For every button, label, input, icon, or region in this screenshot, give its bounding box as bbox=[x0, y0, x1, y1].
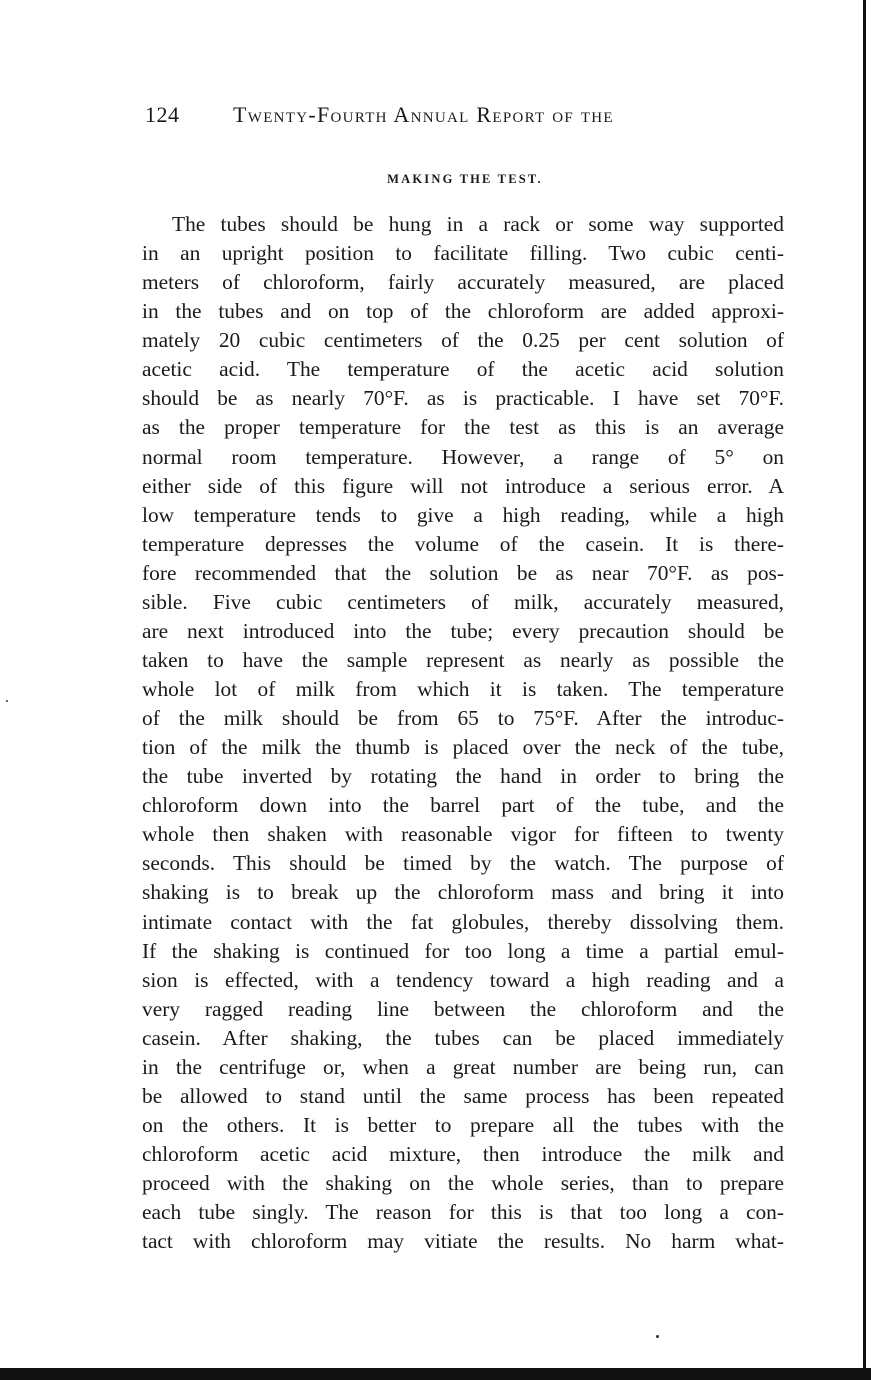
text-line: fore recommended that the solution be as near 70°F. as pos- bbox=[142, 560, 784, 585]
text-line: whole then shaken with reasonable vigor for fifteen to twenty bbox=[142, 822, 784, 847]
text-line: as the proper temperature for the test as this is an average bbox=[142, 415, 784, 440]
text-line: temperature depresses the volume of the casein. It is there- bbox=[142, 531, 784, 556]
text-line: of the milk should be from 65 to 75°F. After the introduc- bbox=[142, 706, 784, 731]
text-line: either side of this figure will not introduce a serious error. A bbox=[142, 473, 784, 498]
text-line: chloroform acetic acid mixture, then introduce the milk and bbox=[142, 1142, 784, 1166]
text-line: the tube inverted by rotating the hand in order to bring the bbox=[142, 764, 784, 789]
text-line: sible. Five cubic centimeters of milk, accurately measured, bbox=[142, 589, 784, 614]
page-edge-right bbox=[863, 0, 866, 1368]
text-line: intimate contact with the fat globules, thereby dissolving them. bbox=[142, 909, 784, 934]
text-line: in the tubes and on top of the chloroform are added approxi- bbox=[142, 299, 784, 324]
text-line: each tube singly. The reason for this is that too long a con- bbox=[142, 1200, 784, 1225]
body-paragraph bbox=[142, 210, 784, 1256]
text-line: sion is effected, with a tendency toward a high reading and a bbox=[142, 967, 784, 992]
text-line: acetic acid. The temperature of the acetic acid solution bbox=[142, 357, 784, 382]
text-line: on the others. It is better to prepare all the tubes with the bbox=[142, 1112, 784, 1137]
text-line: normal room temperature. However, a range of 5° on bbox=[142, 444, 784, 469]
text-line: proceed with the shaking on the whole series, than to prepare bbox=[142, 1171, 784, 1196]
scan-speck bbox=[6, 700, 8, 702]
text-line: The tubes should be hung in a rack or some way supported bbox=[172, 212, 784, 236]
text-line: very ragged reading line between the chloroform and the bbox=[142, 996, 784, 1021]
text-line: in an upright position to facilitate filling. Two cubic centi- bbox=[142, 241, 784, 266]
text-line: tact with chloroform may vitiate the results. No harm what- bbox=[142, 1229, 784, 1254]
section-heading: MAKING THE TEST. bbox=[387, 172, 543, 186]
text-line: taken to have the sample represent as nearly as possible the bbox=[142, 647, 784, 672]
text-line: meters of chloroform, fairly accurately measured, are placed bbox=[142, 270, 784, 295]
running-title: Twenty-Fourth Annual Report of the bbox=[233, 102, 614, 127]
text-line: be allowed to stand until the same process has been repeated bbox=[142, 1083, 784, 1108]
text-line: seconds. This should be timed by the watch. The purpose of bbox=[142, 851, 784, 876]
text-line: in the centrifuge or, when a great number are being run, can bbox=[142, 1054, 784, 1079]
text-line: shaking is to break up the chloroform mass and bring it into bbox=[142, 880, 784, 905]
page-edge-bottom bbox=[0, 1368, 871, 1380]
text-line: casein. After shaking, the tubes can be placed immediately bbox=[142, 1025, 784, 1050]
page-number: 124 bbox=[145, 102, 180, 127]
text-line: whole lot of milk from which it is taken. The temperature bbox=[142, 677, 784, 701]
text-line: If the shaking is continued for too long a time a partial emul- bbox=[142, 938, 784, 963]
text-line: low temperature tends to give a high reading, while a high bbox=[142, 502, 784, 527]
text-line: are next introduced into the tube; every precaution should be bbox=[142, 618, 784, 643]
text-line: chloroform down into the barrel part of the tube, and the bbox=[142, 793, 784, 818]
text-line: should be as nearly 70°F. as is practicable. I have set 70°F. bbox=[142, 386, 784, 411]
scan-speck bbox=[656, 1335, 659, 1338]
text-line: tion of the milk the thumb is placed over the neck of the tube, bbox=[142, 735, 784, 760]
page-header bbox=[145, 100, 765, 134]
text-line: mately 20 cubic centimeters of the 0.25 per cent solution of bbox=[142, 328, 784, 353]
